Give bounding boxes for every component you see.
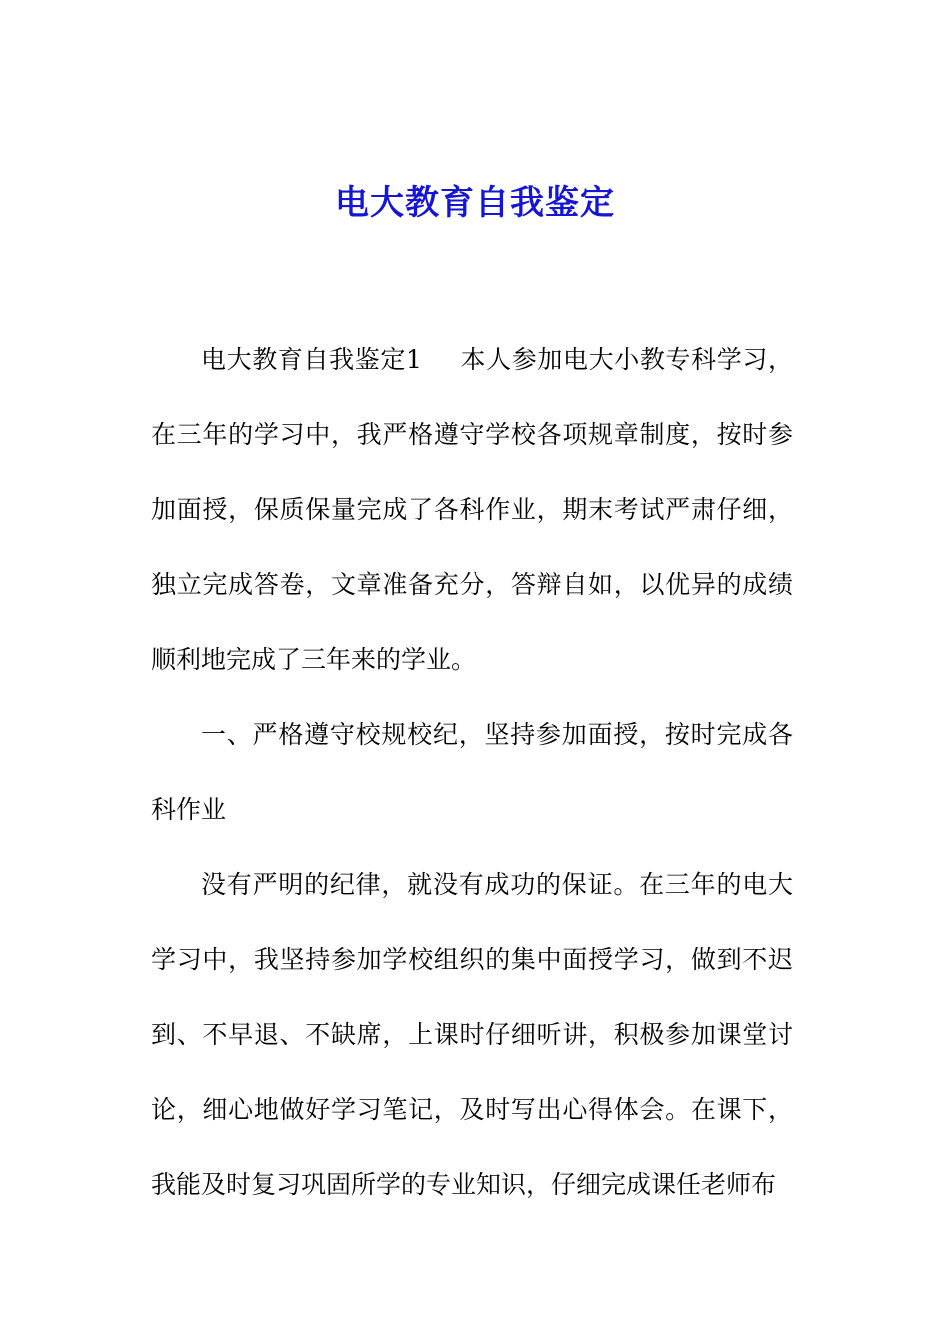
section-1-body: 没有严明的纪律，就没有成功的保证。在三年的电大学习中，我坚持参加学校组织的集中面授学习，做到不迟到、不早退、不缺席，上课时仔细听讲，积极参加课堂讨论，细心地做好学习笔记，及时写出心得体会。在课下，我能及时复习巩固所学的专业知识，仔细完成课任老师布 xyxy=(151,870,793,1199)
intro-text: 本人参加电大小教专科学习，在三年的学习中，我严格遵守学校各项规章制度，按时参加面授，保质保量完成了各科作业，期末考试严肃仔细，独立完成答卷，文章准备充分，答辩自如，以优异的成绩顺利地完成了三年来的学业。 xyxy=(151,345,793,674)
section-1-heading: 一、严格遵守校规校纪，坚持参加面授，按时完成各科作业 xyxy=(151,720,793,824)
document-title: 电大教育自我鉴定 xyxy=(335,183,615,223)
document-body xyxy=(151,322,793,1222)
intro-heading: 电大教育自我鉴定1 xyxy=(201,345,422,374)
intro-paragraph xyxy=(151,322,793,697)
